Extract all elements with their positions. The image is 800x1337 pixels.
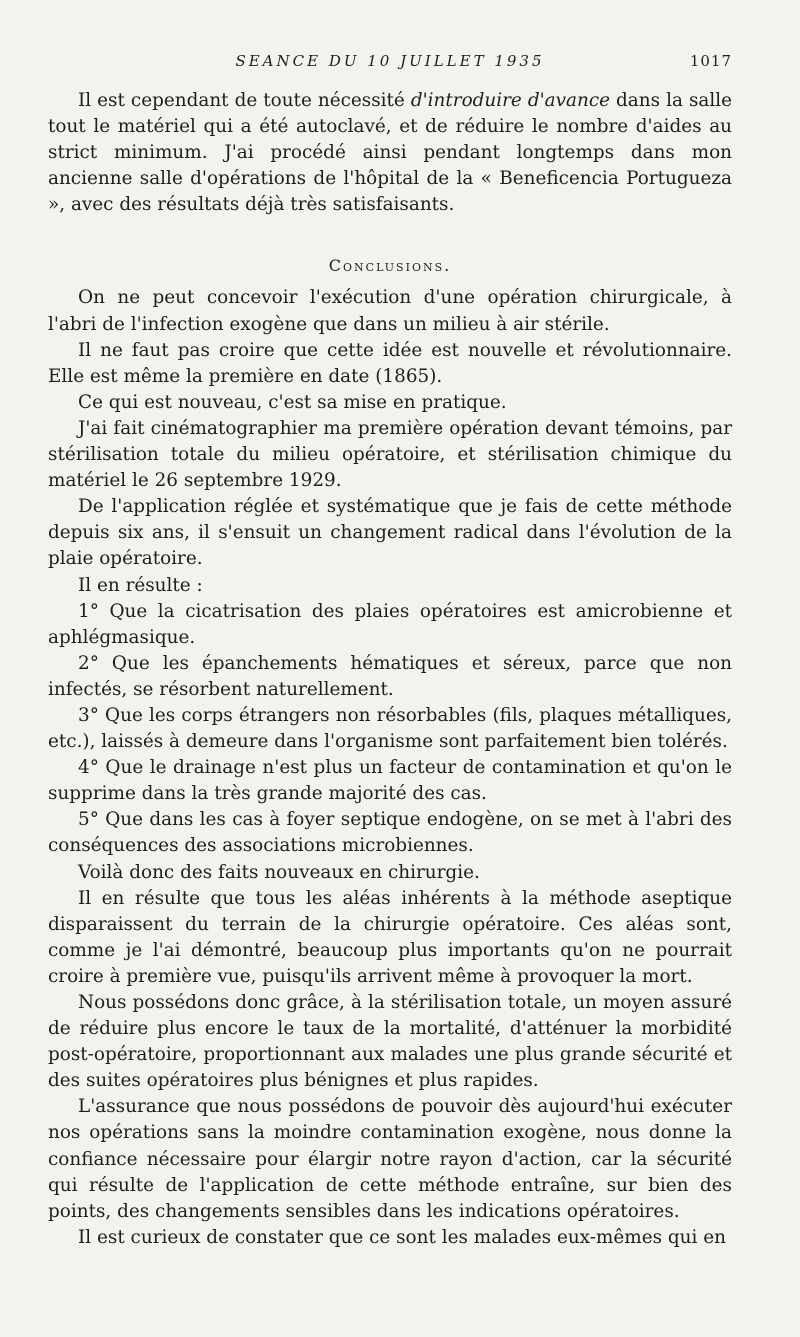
paragraph: L'assurance que nous possédons de pouvoir dès aujourd'hui exécuter nos opérations sans la moindre contamination exogène, nous donne la confiance nécessaire pour élargir notre rayon d'action, car la sécurité qui résulte de l'application de cette méthode entraîne, sur bien des points, des changements sensibles dans les indications opératoires. [48,1096,732,1222]
intro-paragraph [48,88,732,218]
paragraph: De l'application réglée et systématique que je fais de cette méthode depuis six ans, il s'ensuit un changement radical dans l'évolution de la plaie opératoire. [48,496,732,570]
paragraph: Il ne faut pas croire que cette idée est nouvelle et révolutionnaire. Elle est même la première en date (1865). [48,339,732,387]
paragraph: On ne peut concevoir l'exécution d'une opération chirurgicale, à l'abri de l'infection exogène que dans un milieu à air stérile. [48,287,732,335]
list-item: 5° Que dans les cas à foyer septique endogène, on se met à l'abri des conséquences des associations microbiennes. [48,809,732,857]
list-item: 4° Que le drainage n'est plus un facteur de contamination et qu'on le supprime dans la très grande majorité des cas. [48,757,732,805]
list-item: 2° Que les épanchements hématiques et séreux, parce que non infectés, se résorbent naturellement. [48,652,732,700]
paragraph: Il est curieux de constater que ce sont les malades eux-mêmes qui en [78,1226,726,1248]
list-item: 1° Que la cicatrisation des plaies opératoires est amicrobienne et aphlégmasique. [48,600,732,648]
running-title: SEANCE DU 10 JUILLET 1935 [235,52,545,70]
running-header [48,48,732,74]
paragraph: Il en résulte : [78,574,203,596]
paragraph: Nous possédons donc grâce, à la stérilisation totale, un moyen assuré de réduire plus encore le taux de la mortalité, d'atténuer la morbidité post-opératoire, proportionnant aux malades une plus grande sécurité et des suites opératoires plus bénignes et plus rapides. [48,992,732,1092]
list-item: 3° Que les corps étrangers non résorbables (fils, plaques métalliques, etc.), laissés à demeure dans l'organisme sont parfaitement bien tolérés. [48,704,732,753]
paragraph: Voilà donc des faits nouveaux en chirurgie. [78,861,480,883]
section-title: Conclusions. [328,256,452,276]
page-number: 1017 [689,52,732,70]
paragraph: Il en résulte que tous les aléas inhérents à la méthode aseptique disparaissent du terrain de la chirurgie opératoire. Ces aléas sont, comme je l'ai démontré, beaucoup plus importants qu'on ne pourrait croire à première vue, puisqu'ils arrivent même à provoquer la mort. [48,887,732,987]
paragraph: Ce qui est nouveau, c'est sa mise en pratique. [78,391,507,413]
intro-text-start: Il est cependant de toute nécessité [78,90,411,111]
intro-text-end: dans la salle tout le matériel qui a été autoclavé, et de réduire le nombre d'aides au strict minimum. J'ai procédé ainsi pendant longtemps dans mon ancienne salle d'opérations de l'hôpital de la « Beneficencia Portugueza », avec des résultats déjà très satisfaisants. [48,90,732,216]
intro-emphasis: d'introduire d'avance [410,90,611,111]
paragraph: J'ai fait cinématographier ma première opération devant témoins, par stérilisation totale du milieu opératoire, et stérilisation chimique du matériel le 26 septembre 1929. [48,417,732,492]
